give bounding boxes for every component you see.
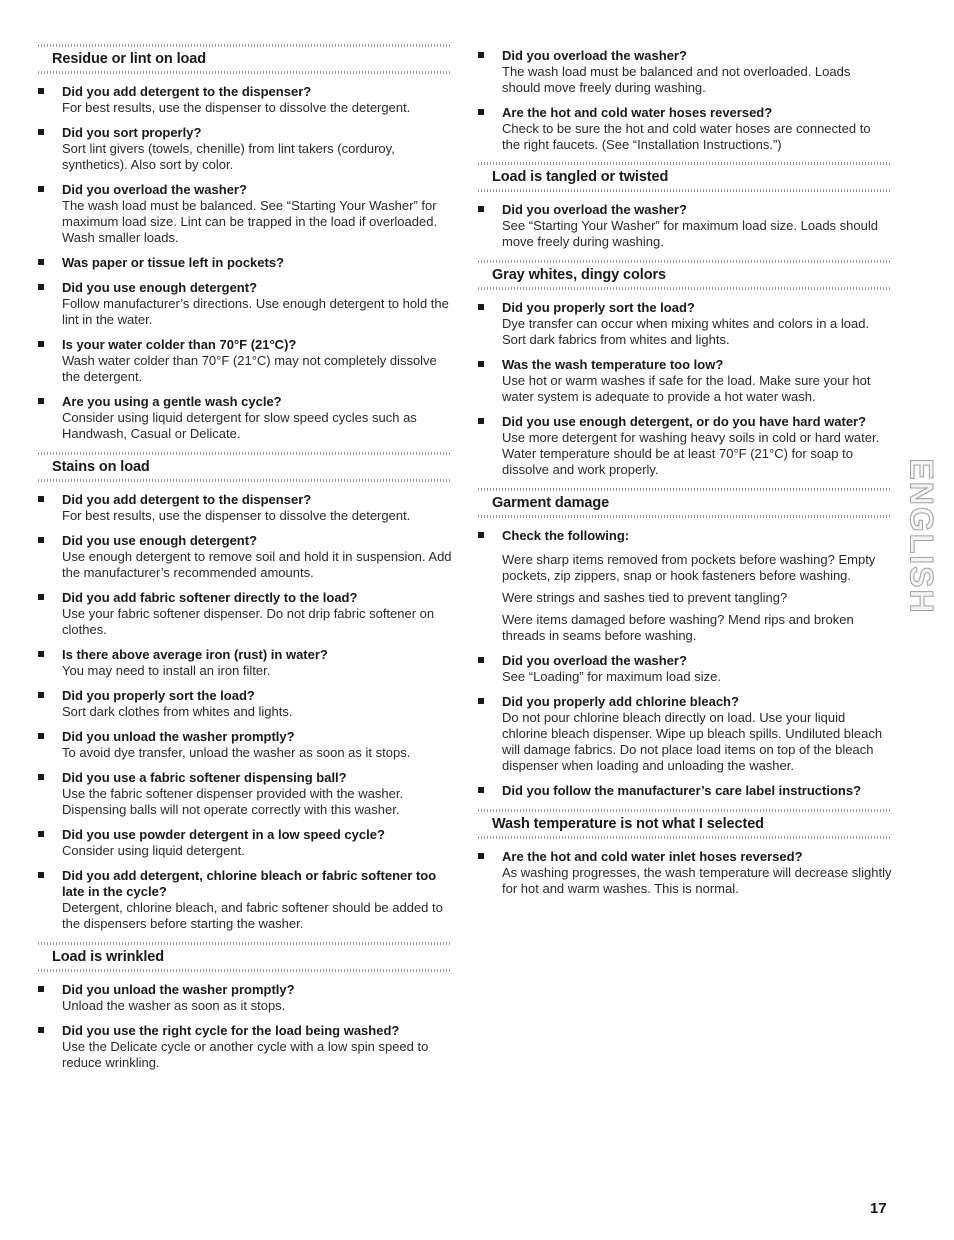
answer-text: The wash load must be balanced and not overloaded. Loads should move freely during washing.	[502, 64, 851, 95]
language-side-tab	[903, 450, 940, 622]
bullet-icon	[38, 284, 44, 290]
question-text: Did you add fabric softener directly to the load?	[62, 590, 358, 605]
question-text: Was the wash temperature too low?	[502, 357, 724, 372]
answer-text: Unload the washer as soon as it stops.	[62, 998, 286, 1013]
answer-text: Check to be sure the hot and cold water hoses are connected to the right faucets. (See “Installation Instructions.”)	[502, 121, 871, 152]
question-text: Is there above average iron (rust) in water?	[62, 647, 328, 662]
bullet-icon	[478, 657, 484, 663]
bullet-icon	[38, 692, 44, 698]
answer-text: Consider using liquid detergent for slow speed cycles such as Handwash, Casual or Delicate.	[62, 410, 417, 441]
question-item	[38, 280, 452, 328]
question-item	[478, 48, 892, 96]
question-text: Did you add detergent, chlorine bleach or fabric softener too late in the cycle?	[62, 868, 437, 899]
bullet-icon	[478, 109, 484, 115]
bullet-icon	[38, 537, 44, 543]
answer-text: Use more detergent for washing heavy soils in cold or hard water. Water temperature should be at least 70°F (21°C) for soap to dissolve and work properly.	[502, 430, 880, 477]
question-item	[478, 202, 892, 250]
troubleshooting-section	[478, 488, 892, 799]
answer-text: Detergent, chlorine bleach, and fabric softener should be added to the dispensers before starting the washer.	[62, 900, 443, 931]
question-item	[478, 105, 892, 153]
question-text: Was paper or tissue left in pockets?	[62, 255, 285, 270]
question-text: Did you add detergent to the dispenser?	[62, 84, 312, 99]
question-text: Did you overload the washer?	[502, 48, 687, 63]
bullet-icon	[478, 52, 484, 58]
answer-text: You may need to install an iron filter.	[62, 663, 271, 678]
question-item	[478, 653, 892, 685]
question-item	[38, 492, 452, 524]
question-text: Did you use enough detergent, or do you have hard water?	[502, 414, 867, 429]
bullet-icon	[38, 259, 44, 265]
question-item	[478, 849, 892, 897]
question-item	[38, 827, 452, 859]
question-item	[38, 770, 452, 818]
section-items	[478, 192, 892, 250]
answer-text: Use hot or warm washes if safe for the load. Make sure your hot water system is adequate to provide a hot water wash.	[502, 373, 871, 404]
answer-text: Dye transfer can occur when mixing whites and colors in a load. Sort dark fabrics from whites and lights.	[502, 316, 870, 347]
question-item	[38, 125, 452, 173]
bullet-icon	[478, 304, 484, 310]
question-item	[38, 729, 452, 761]
section-items	[478, 518, 892, 799]
answer-text: Were items damaged before washing? Mend rips and broken threads in seams before washing.	[502, 612, 854, 643]
question-item	[38, 688, 452, 720]
language-tab-label: ENGLISH	[903, 457, 940, 615]
bullet-icon	[38, 1027, 44, 1033]
question-text: Are the hot and cold water inlet hoses reversed?	[502, 849, 803, 864]
troubleshooting-section	[478, 260, 892, 478]
question-item	[38, 647, 452, 679]
section-heading: Garment damage	[478, 488, 892, 518]
bullet-icon	[38, 872, 44, 878]
question-text: Did you use powder detergent in a low speed cycle?	[62, 827, 385, 842]
bullet-icon	[38, 733, 44, 739]
troubleshooting-section	[38, 942, 452, 1071]
troubleshooting-section	[38, 44, 452, 442]
question-text: Did you use a fabric softener dispensing ball?	[62, 770, 347, 785]
section-heading: Load is tangled or twisted	[478, 162, 892, 192]
question-text: Did you properly add chlorine bleach?	[502, 694, 739, 709]
section-heading: Residue or lint on load	[38, 44, 452, 74]
question-item	[478, 414, 892, 478]
question-text: Did you use the right cycle for the load being washed?	[62, 1023, 400, 1038]
question-item	[38, 1023, 452, 1071]
question-text: Did you use enough detergent?	[62, 533, 258, 548]
question-text: Did you unload the washer promptly?	[62, 982, 295, 997]
question-text: Are you using a gentle wash cycle?	[62, 394, 282, 409]
question-text: Check the following:	[502, 528, 630, 543]
left-column	[38, 44, 452, 1081]
troubleshooting-section	[38, 452, 452, 932]
answer-text: As washing progresses, the wash temperature will decrease slightly for hot and warm washes. This is normal.	[502, 865, 892, 896]
section-items	[38, 482, 452, 932]
question-item	[38, 868, 452, 932]
bullet-icon	[38, 186, 44, 192]
answer-text: Were sharp items removed from pockets before washing? Empty pockets, zip zippers, snap or hook fasteners before washing.	[502, 552, 876, 583]
continued-items	[478, 44, 892, 153]
question-text: Did you use enough detergent?	[62, 280, 258, 295]
section-heading: Load is wrinkled	[38, 942, 452, 972]
bullet-icon	[38, 398, 44, 404]
question-item	[38, 337, 452, 385]
question-item	[38, 533, 452, 581]
bullet-icon	[478, 418, 484, 424]
question-item	[38, 84, 452, 116]
answer-text: Use enough detergent to remove soil and hold it in suspension. Add the manufacturer’s recommended amounts.	[62, 549, 452, 580]
answer-text: Use the Delicate cycle or another cycle with a low spin speed to reduce wrinkling.	[62, 1039, 429, 1070]
question-text: Did you add detergent to the dispenser?	[62, 492, 312, 507]
bullet-icon	[38, 594, 44, 600]
bullet-icon	[38, 774, 44, 780]
answer-text: Follow manufacturer’s directions. Use enough detergent to hold the lint in the water.	[62, 296, 449, 327]
answer-text: See “Loading” for maximum load size.	[502, 669, 721, 684]
question-text: Did you overload the washer?	[502, 653, 687, 668]
question-text: Did you overload the washer?	[62, 182, 247, 197]
question-item	[38, 394, 452, 442]
answer-text: Consider using liquid detergent.	[62, 843, 245, 858]
answer-text: See “Starting Your Washer” for maximum load size. Loads should move freely during washing.	[502, 218, 878, 249]
answer-text: For best results, use the dispenser to dissolve the detergent.	[62, 100, 411, 115]
question-item	[478, 694, 892, 774]
section-heading: Stains on load	[38, 452, 452, 482]
bullet-icon	[478, 698, 484, 704]
answer-text: Sort dark clothes from whites and lights.	[62, 704, 293, 719]
question-item	[478, 783, 892, 799]
bullet-icon	[38, 986, 44, 992]
question-text: Did you properly sort the load?	[62, 688, 255, 703]
question-text: Did you sort properly?	[62, 125, 202, 140]
troubleshooting-section	[478, 162, 892, 250]
section-heading: Gray whites, dingy colors	[478, 260, 892, 290]
question-text: Did you follow the manufacturer’s care label instructions?	[502, 783, 862, 798]
section-items	[478, 290, 892, 478]
bullet-icon	[478, 787, 484, 793]
bullet-icon	[478, 532, 484, 538]
question-item	[478, 528, 892, 644]
question-item	[38, 255, 452, 271]
section-items	[478, 839, 892, 897]
question-text: Did you unload the washer promptly?	[62, 729, 295, 744]
section-items	[38, 74, 452, 442]
bullet-icon	[38, 496, 44, 502]
bullet-icon	[38, 651, 44, 657]
page-number: 17	[870, 1200, 887, 1217]
question-item	[38, 590, 452, 638]
bullet-icon	[38, 88, 44, 94]
question-item	[478, 300, 892, 348]
question-text: Did you properly sort the load?	[502, 300, 695, 315]
answer-text: Wash water colder than 70°F (21°C) may not completely dissolve the detergent.	[62, 353, 437, 384]
answer-text: The wash load must be balanced. See “Starting Your Washer” for maximum load size. Lint can be trapped in the load if overloaded. Wash smaller loads.	[62, 198, 438, 245]
section-items	[38, 972, 452, 1071]
bullet-icon	[38, 341, 44, 347]
troubleshooting-section	[478, 809, 892, 897]
question-text: Did you overload the washer?	[502, 202, 687, 217]
question-item	[478, 357, 892, 405]
answer-text: Do not pour chlorine bleach directly on load. Use your liquid chlorine bleach dispenser. Wipe up bleach spills. Undiluted bleach will damage fabrics. Do not place load items on top of the bleach dispenser when loading and unloading the washer.	[502, 710, 883, 773]
question-item	[38, 982, 452, 1014]
right-column	[478, 44, 892, 907]
question-item	[38, 182, 452, 246]
answer-text: Were strings and sashes tied to prevent tangling?	[502, 590, 788, 605]
bullet-icon	[38, 129, 44, 135]
bullet-icon	[38, 831, 44, 837]
bullet-icon	[478, 853, 484, 859]
answer-text: To avoid dye transfer, unload the washer as soon as it stops.	[62, 745, 411, 760]
question-text: Is your water colder than 70°F (21°C)?	[62, 337, 297, 352]
answer-text: Use your fabric softener dispenser. Do not drip fabric softener on clothes.	[62, 606, 435, 637]
answer-text: Sort lint givers (towels, chenille) from lint takers (corduroy, synthetics). Also sort by color.	[62, 141, 395, 172]
section-heading: Wash temperature is not what I selected	[478, 809, 892, 839]
bullet-icon	[478, 361, 484, 367]
answer-text: Use the fabric softener dispenser provided with the washer. Dispensing balls will not operate correctly with this washer.	[62, 786, 404, 817]
question-text: Are the hot and cold water hoses reversed?	[502, 105, 773, 120]
answer-text: For best results, use the dispenser to dissolve the detergent.	[62, 508, 411, 523]
bullet-icon	[478, 206, 484, 212]
